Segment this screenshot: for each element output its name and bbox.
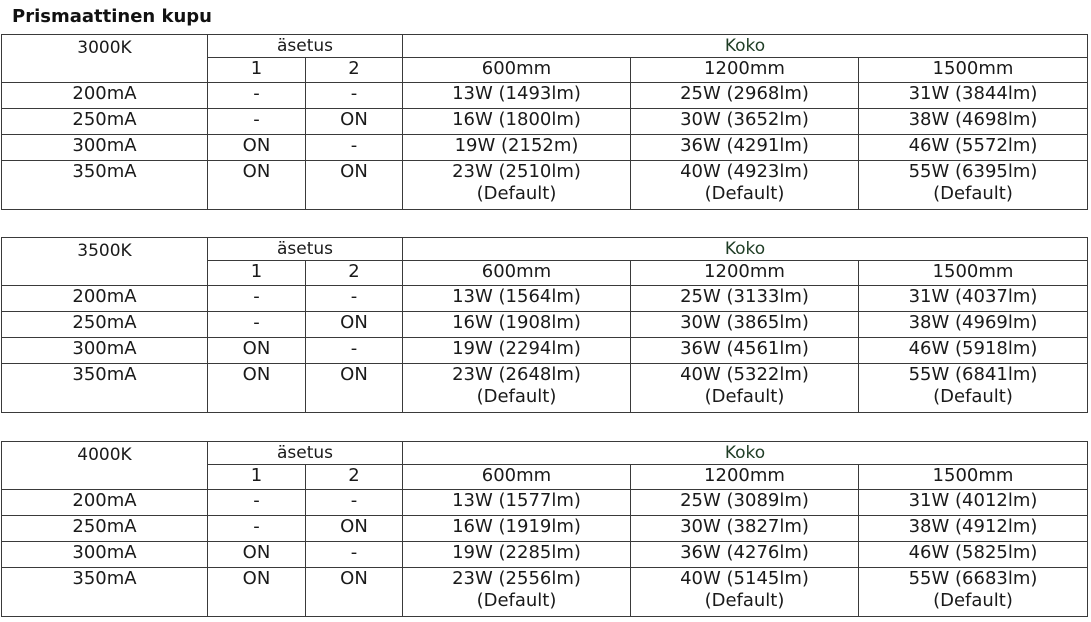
value-1500-cell: 31W (4037lm) (859, 286, 1088, 312)
size-1500-header: 1500mm (859, 58, 1088, 83)
value-1200-cell (631, 568, 859, 617)
value-text: 55W (6683lm) (908, 568, 1038, 589)
header-row (2, 442, 1088, 465)
value-600-cell: 19W (2285lm) (403, 542, 631, 568)
table-row (2, 516, 1088, 542)
value-600-cell (403, 364, 631, 413)
value-1500-cell: 31W (4012lm) (859, 490, 1088, 516)
value-1200-cell: 36W (4276lm) (631, 542, 859, 568)
value-600-cell: 16W (1919lm) (403, 516, 631, 542)
size-header: Koko (403, 35, 1088, 58)
value-1500-cell: 31W (3844lm) (859, 83, 1088, 109)
switch2-header: 2 (306, 58, 403, 83)
temperature-cell: 3000K (2, 35, 208, 83)
value-600-cell: 19W (2294lm) (403, 338, 631, 364)
size-1200-header: 1200mm (631, 465, 859, 490)
value-text: 40W (5322lm) (680, 364, 809, 385)
value-600-cell (403, 568, 631, 617)
current-cell: 300mA (2, 542, 208, 568)
setting-header: äsetus (208, 238, 403, 261)
switch1-header: 1 (208, 465, 306, 490)
table-row (2, 338, 1088, 364)
size-header: Koko (403, 238, 1088, 261)
setting-header: äsetus (208, 442, 403, 465)
setting-header: äsetus (208, 35, 403, 58)
current-cell: 200mA (2, 490, 208, 516)
value-text: 40W (5145lm) (680, 568, 809, 589)
value-600-cell: 13W (1564lm) (403, 286, 631, 312)
default-note: (Default) (704, 183, 785, 204)
table-row (2, 364, 1088, 413)
size-1500-header: 1500mm (859, 261, 1088, 286)
value-text: 23W (2648lm) (452, 364, 581, 385)
temperature-cell: 4000K (2, 442, 208, 490)
current-cell: 200mA (2, 286, 208, 312)
current-cell: 250mA (2, 516, 208, 542)
table-row (2, 542, 1088, 568)
switch2-cell: ON (306, 109, 403, 135)
default-note: (Default) (476, 386, 557, 407)
switch2-cell: - (306, 490, 403, 516)
switch2-cell: - (306, 83, 403, 109)
value-1200-cell: 25W (3089lm) (631, 490, 859, 516)
value-600-cell: 19W (2152m) (403, 135, 631, 161)
value-600-cell: 13W (1493lm) (403, 83, 631, 109)
default-note: (Default) (933, 183, 1013, 204)
default-note: (Default) (704, 386, 785, 407)
value-1200-cell: 30W (3827lm) (631, 516, 859, 542)
table-row (2, 109, 1088, 135)
table-row (2, 312, 1088, 338)
spec-table-4000k (1, 441, 1088, 617)
table-row (2, 286, 1088, 312)
switch1-cell: ON (208, 568, 306, 617)
value-600-cell: 16W (1800lm) (403, 109, 631, 135)
switch1-cell: - (208, 516, 306, 542)
switch2-header: 2 (306, 465, 403, 490)
header-row (2, 35, 1088, 58)
table-row (2, 83, 1088, 109)
value-text: 55W (6841lm) (908, 364, 1038, 385)
switch1-cell: ON (208, 135, 306, 161)
size-600-header: 600mm (403, 58, 631, 83)
switch1-cell: ON (208, 364, 306, 413)
current-cell: 350mA (2, 568, 208, 617)
value-1500-cell (859, 568, 1088, 617)
value-1500-cell: 38W (4912lm) (859, 516, 1088, 542)
value-1200-cell: 36W (4561lm) (631, 338, 859, 364)
switch1-cell: - (208, 490, 306, 516)
value-600-cell: 16W (1908lm) (403, 312, 631, 338)
value-1200-cell: 36W (4291lm) (631, 135, 859, 161)
value-1200-cell: 30W (3865lm) (631, 312, 859, 338)
value-text: 23W (2510lm) (452, 161, 581, 182)
default-note: (Default) (704, 590, 785, 611)
switch2-header: 2 (306, 261, 403, 286)
default-note: (Default) (933, 590, 1013, 611)
switch1-header: 1 (208, 261, 306, 286)
switch1-cell: - (208, 83, 306, 109)
current-cell: 200mA (2, 83, 208, 109)
switch2-cell: ON (306, 516, 403, 542)
value-1500-cell: 46W (5825lm) (859, 542, 1088, 568)
spec-table-3000k (1, 34, 1088, 210)
switch2-cell: - (306, 286, 403, 312)
switch1-cell: ON (208, 542, 306, 568)
value-1200-cell (631, 161, 859, 210)
current-cell: 300mA (2, 338, 208, 364)
size-1200-header: 1200mm (631, 261, 859, 286)
switch1-cell: ON (208, 161, 306, 210)
page-title: Prismaattinen kupu (12, 6, 212, 27)
size-1500-header: 1500mm (859, 465, 1088, 490)
value-1500-cell (859, 364, 1088, 413)
switch1-cell: ON (208, 338, 306, 364)
value-1500-cell: 38W (4969lm) (859, 312, 1088, 338)
value-1200-cell (631, 364, 859, 413)
temperature-cell: 3500K (2, 238, 208, 286)
size-600-header: 600mm (403, 465, 631, 490)
current-cell: 350mA (2, 364, 208, 413)
value-1200-cell: 25W (3133lm) (631, 286, 859, 312)
table-row (2, 568, 1088, 617)
current-cell: 250mA (2, 312, 208, 338)
switch2-cell: ON (306, 161, 403, 210)
value-1200-cell: 30W (3652lm) (631, 109, 859, 135)
value-1500-cell: 46W (5572lm) (859, 135, 1088, 161)
default-note: (Default) (476, 590, 557, 611)
value-600-cell: 13W (1577lm) (403, 490, 631, 516)
default-note: (Default) (476, 183, 557, 204)
table-row (2, 490, 1088, 516)
switch1-cell: - (208, 286, 306, 312)
switch2-cell: - (306, 542, 403, 568)
switch2-cell: ON (306, 568, 403, 617)
current-cell: 300mA (2, 135, 208, 161)
switch1-header: 1 (208, 58, 306, 83)
switch1-cell: - (208, 312, 306, 338)
value-600-cell (403, 161, 631, 210)
switch2-cell: - (306, 338, 403, 364)
value-1500-cell: 38W (4698lm) (859, 109, 1088, 135)
value-1200-cell: 25W (2968lm) (631, 83, 859, 109)
header-row (2, 238, 1088, 261)
default-note: (Default) (933, 386, 1013, 407)
value-1500-cell (859, 161, 1088, 210)
size-header: Koko (403, 442, 1088, 465)
switch2-cell: - (306, 135, 403, 161)
size-600-header: 600mm (403, 261, 631, 286)
current-cell: 250mA (2, 109, 208, 135)
size-1200-header: 1200mm (631, 58, 859, 83)
current-cell: 350mA (2, 161, 208, 210)
switch2-cell: ON (306, 312, 403, 338)
value-text: 23W (2556lm) (452, 568, 581, 589)
spec-table-3500k (1, 237, 1088, 413)
switch1-cell: - (208, 109, 306, 135)
value-text: 40W (4923lm) (680, 161, 809, 182)
switch2-cell: ON (306, 364, 403, 413)
table-row (2, 161, 1088, 210)
table-row (2, 135, 1088, 161)
value-1500-cell: 46W (5918lm) (859, 338, 1088, 364)
value-text: 55W (6395lm) (908, 161, 1038, 182)
